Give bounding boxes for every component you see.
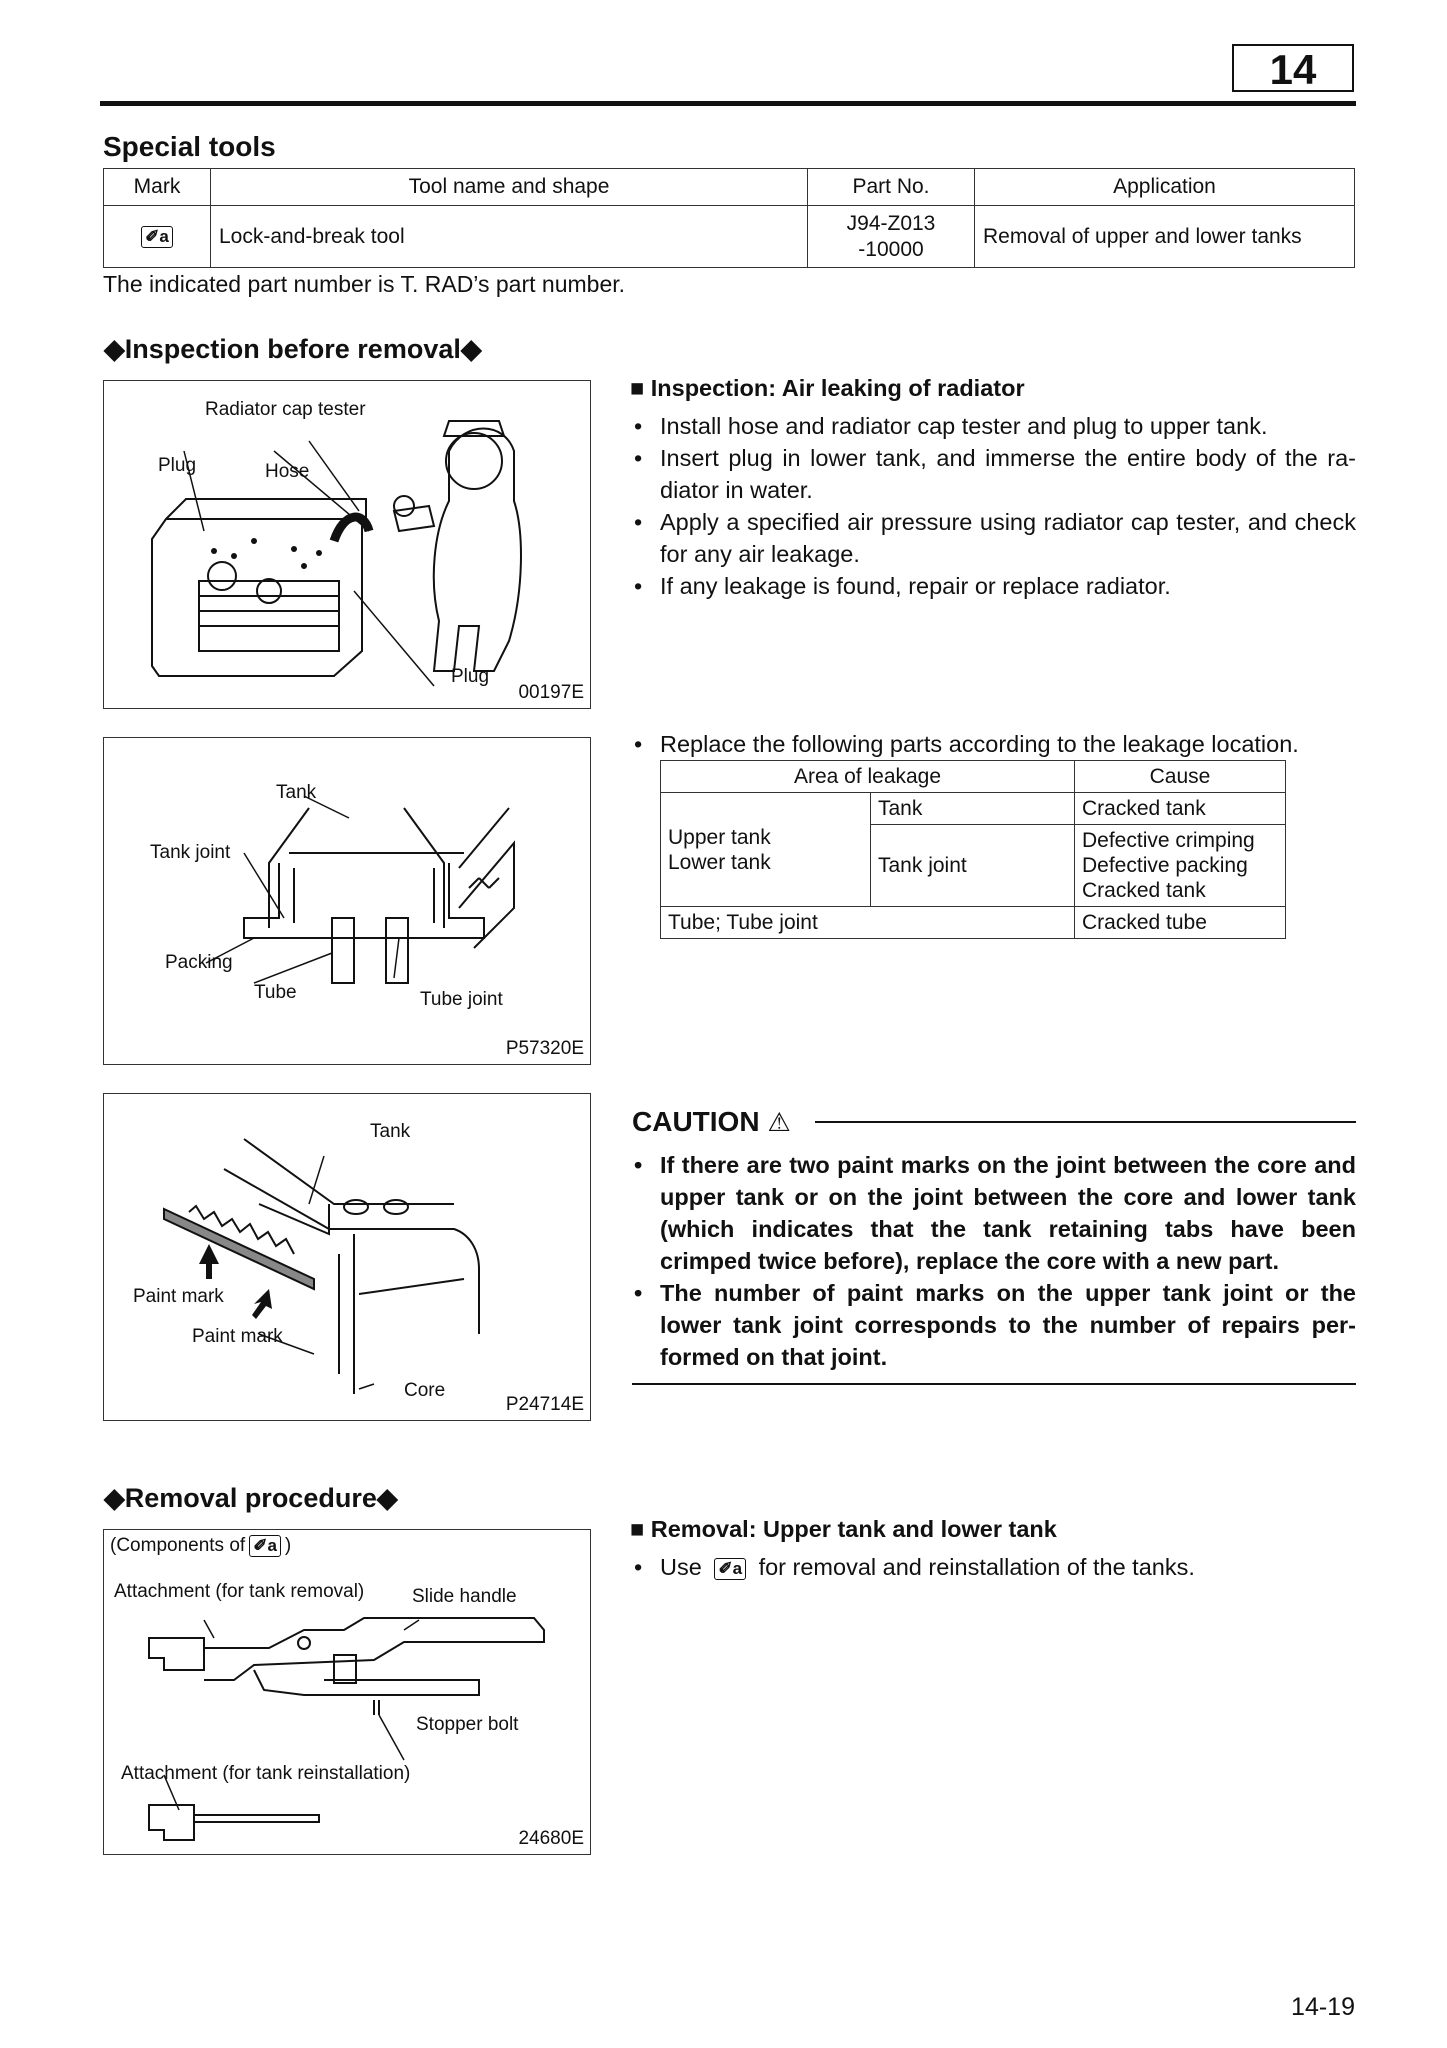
col-mark: Mark <box>104 169 211 206</box>
tool-illustration <box>104 1530 590 1854</box>
label-cap-tester: Radiator cap tester <box>205 399 366 420</box>
part-no-cell <box>808 206 975 268</box>
warning-triangle-icon: ⚠ <box>767 1106 791 1137</box>
removal-list <box>630 1551 1356 1583</box>
square-bullet-icon: ■ <box>630 375 645 401</box>
table-row <box>104 206 1355 268</box>
caution-title: CAUTION <box>632 1106 760 1137</box>
list-item: • Apply a specified air pressure using radiator cap tester, and check for any air leakage. <box>630 506 1356 570</box>
square-bullet-icon: ■ <box>630 1516 645 1542</box>
caution-bottom-rule <box>632 1383 1356 1385</box>
list-item: • Install hose and radiator cap tester and plug to upper tank. <box>630 410 1356 442</box>
area-tank: Tank <box>871 793 1075 825</box>
lower-tank: Lower tank <box>668 850 771 874</box>
area-tube: Tube; Tube joint <box>661 907 1075 939</box>
label-hose: Hose <box>265 461 310 482</box>
inspection-air-block <box>630 372 1356 602</box>
table-header-row <box>661 761 1286 793</box>
wrench-a-icon: ✐a <box>141 226 173 248</box>
chapter-number: 14 <box>1269 46 1317 93</box>
upper-tank: Upper tank <box>668 825 771 849</box>
use-suffix: for removal and reinstallation of the tanks. <box>758 1554 1195 1580</box>
diamond-icon: ◆ <box>460 334 482 364</box>
label-attach-reinstall: Attachment (for tank reinstallation) <box>121 1763 411 1784</box>
label-plug-left: Plug <box>158 455 197 476</box>
label-tank: Tank <box>370 1121 411 1142</box>
label-components <box>110 1535 291 1557</box>
figure-code: 00197E <box>518 682 584 703</box>
tool-name-cell: Lock-and-break tool <box>211 206 808 268</box>
cause-line: Defective crimping <box>1082 829 1255 852</box>
table-header-row <box>104 169 1355 206</box>
cause-tank-joint <box>1075 825 1286 907</box>
label-slide-handle: Slide handle <box>412 1586 517 1607</box>
inspection-heading <box>104 334 482 365</box>
label-packing: Packing <box>165 952 233 973</box>
label-paint-mark-1: Paint mark <box>133 1286 224 1307</box>
diamond-icon: ◆ <box>104 334 125 364</box>
label-tank-joint: Tank joint <box>150 842 231 863</box>
figure-lock-break-tool <box>103 1529 591 1855</box>
label-tube-joint: Tube joint <box>420 989 503 1010</box>
removal-heading-text: Removal procedure <box>124 1483 377 1513</box>
chapter-number-box <box>1232 44 1354 92</box>
col-application: Application <box>975 169 1355 206</box>
cause-tube: Cracked tube <box>1075 907 1286 939</box>
inspection-heading-text: Inspection before removal <box>124 334 461 364</box>
label-paint-mark-2: Paint mark <box>192 1326 283 1347</box>
leakage-intro-list <box>630 728 1356 760</box>
header-area: Area of leakage <box>661 761 1075 793</box>
figure-code: 24680E <box>518 1828 584 1849</box>
components-prefix: (Components of <box>110 1535 246 1556</box>
header-rule <box>100 101 1356 106</box>
col-tool-name: Tool name and shape <box>211 169 808 206</box>
area-tank-joint: Tank joint <box>871 825 1075 907</box>
cause-tank: Cracked tank <box>1075 793 1286 825</box>
caution-header <box>632 1106 1356 1138</box>
table-row <box>661 907 1286 939</box>
label-attach-removal: Attachment (for tank removal) <box>114 1581 365 1602</box>
part-no-line-2: -10000 <box>858 237 924 261</box>
inspection-air-title <box>630 372 1356 404</box>
leakage-table <box>660 760 1286 939</box>
use-prefix: Use <box>660 1554 702 1580</box>
radiator-test-illustration <box>104 381 590 708</box>
cause-line: Cracked tank <box>1082 879 1206 902</box>
figure-paint-mark <box>103 1093 591 1421</box>
inspection-air-title-text: Inspection: Air leaking of radiator <box>650 375 1025 401</box>
diamond-icon: ◆ <box>104 1483 125 1513</box>
inspection-air-list <box>630 410 1356 602</box>
figure-tank-joint <box>103 737 591 1065</box>
label-stopper-bolt: Stopper bolt <box>416 1714 519 1735</box>
part-no-line-1: J94-Z013 <box>846 211 936 235</box>
diamond-icon: ◆ <box>376 1483 398 1513</box>
list-item <box>630 1551 1356 1583</box>
caution-list <box>630 1149 1356 1373</box>
removal-title-text: Removal: Upper tank and lower tank <box>650 1516 1057 1542</box>
list-item: • The number of paint marks on the upper tank joint or the lower tank joint corresponds to the number of repairs per-formed on that joint. <box>630 1277 1356 1373</box>
table-row <box>661 793 1286 825</box>
page-number: 14-19 <box>1291 1993 1355 2021</box>
removal-block <box>630 1513 1356 1583</box>
wrench-a-icon: ✐a <box>249 1535 281 1557</box>
header-cause: Cause <box>1075 761 1286 793</box>
special-tools-table <box>103 168 1355 268</box>
leakage-intro-block <box>630 728 1356 760</box>
list-item: • Replace the following parts according to the leakage location. <box>630 728 1356 760</box>
label-core: Core <box>404 1380 446 1401</box>
wrench-a-icon: ✐a <box>714 1558 746 1580</box>
figure-air-leak-test <box>103 380 591 709</box>
caution-block <box>632 1106 1356 1138</box>
label-plug-bottom: Plug <box>451 666 490 687</box>
caution-body <box>630 1149 1356 1373</box>
cause-line: Defective packing <box>1082 854 1248 877</box>
list-item: • Insert plug in lower tank, and immerse the entire body of the ra-diator in water. <box>630 442 1356 506</box>
part-number-note: The indicated part number is T. RAD’s part number. <box>103 271 626 297</box>
area-upper-lower <box>661 793 871 907</box>
components-suffix: ) <box>284 1535 292 1556</box>
col-part-no: Part No. <box>808 169 975 206</box>
label-tank: Tank <box>276 782 317 803</box>
label-tube: Tube <box>254 982 297 1003</box>
figure-code: P24714E <box>505 1394 584 1415</box>
mark-cell <box>104 206 211 268</box>
removal-title <box>630 1513 1356 1545</box>
application-cell: Removal of upper and lower tanks <box>975 206 1355 268</box>
removal-heading <box>104 1483 398 1514</box>
special-tools-heading: Special tools <box>103 131 276 162</box>
caution-rule <box>815 1121 1356 1123</box>
list-item: • If any leakage is found, repair or replace radiator. <box>630 570 1356 602</box>
tank-joint-illustration <box>104 738 590 1064</box>
figure-code: P57320E <box>505 1038 584 1059</box>
paint-mark-illustration <box>104 1094 590 1420</box>
list-item: • If there are two paint marks on the joint between the core and upper tank or on the joint between the core and lower tank (which indicates that the tank retaining tabs have been crimped twice before), replace the core with a new part. <box>630 1149 1356 1277</box>
